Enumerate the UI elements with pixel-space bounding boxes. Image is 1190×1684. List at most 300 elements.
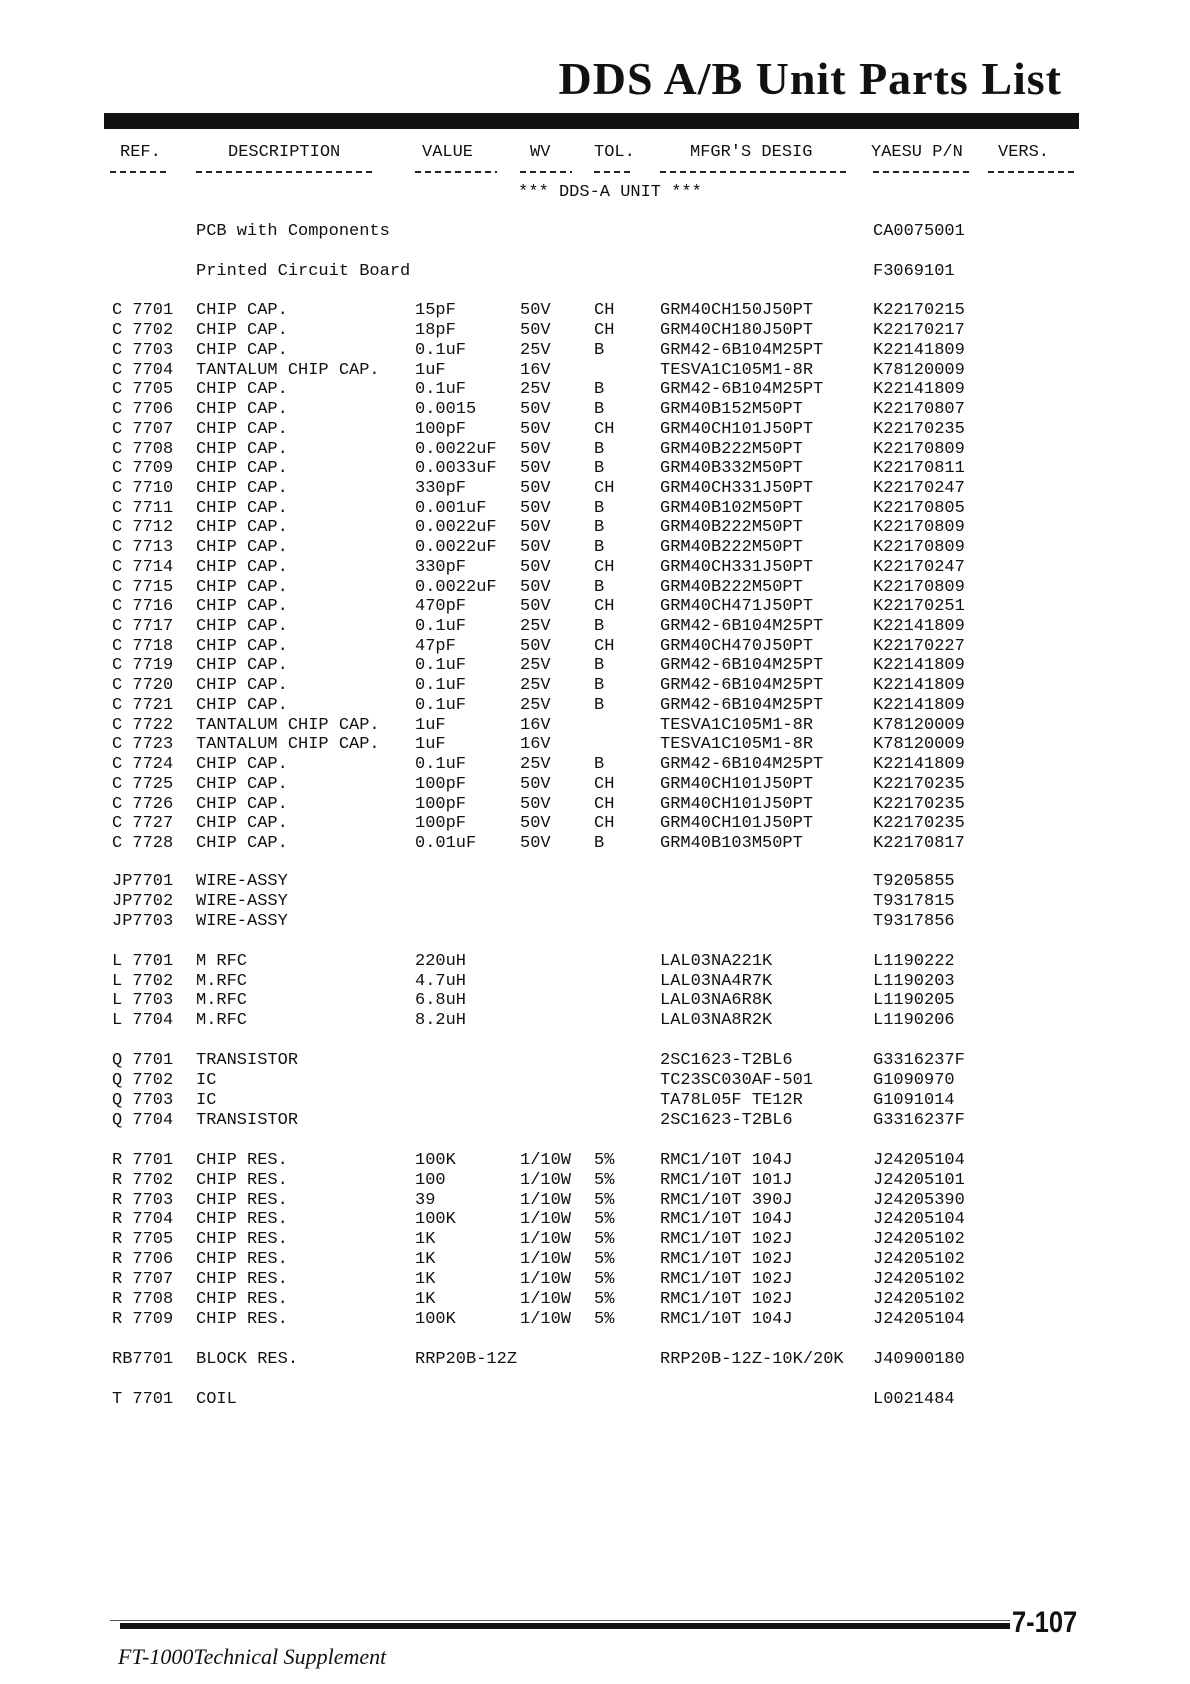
wv-cell: 50V: [520, 637, 551, 656]
wv-cell: 16V: [520, 716, 551, 735]
tol-cell: B: [594, 676, 605, 695]
mfgr-desig-cell: GRM40CH150J50PT: [660, 301, 814, 320]
divider: [415, 171, 497, 173]
mfgr-desig-cell: GRM42-6B104M25PT: [660, 617, 824, 636]
table-row: [0, 499, 1190, 519]
value-cell: 1uF: [415, 361, 446, 380]
yaesu-pn-cell: T9317856: [873, 912, 955, 931]
mfgr-desig-cell: GRM42-6B104M25PT: [660, 696, 824, 715]
tol-cell: B: [594, 578, 605, 597]
description-cell: CHIP RES.: [196, 1171, 288, 1190]
mfgr-desig-cell: GRM42-6B104M25PT: [660, 656, 824, 675]
description-cell: CHIP CAP.: [196, 301, 288, 320]
footer-text: FT-1000Technical Supplement: [118, 1644, 387, 1669]
table-row: [0, 1230, 1190, 1250]
description-cell: CHIP CAP.: [196, 834, 288, 853]
tol-cell: 5%: [594, 1290, 615, 1309]
mfgr-desig-cell: LAL03NA8R2K: [660, 1011, 773, 1030]
wv-cell: 50V: [520, 321, 551, 340]
ref-cell: R 7701: [112, 1151, 174, 1170]
value-cell: 0.1uF: [415, 656, 467, 675]
yaesu-pn-cell: J24205102: [873, 1230, 965, 1249]
value-cell: 47pF: [415, 637, 456, 656]
ref-cell: R 7702: [112, 1171, 174, 1190]
description-cell: WIRE-ASSY: [196, 872, 288, 891]
ref-cell: JP7701: [112, 872, 174, 891]
wv-cell: 1/10W: [520, 1270, 572, 1289]
description-cell: M RFC: [196, 952, 248, 971]
yaesu-pn-cell: T9205855: [873, 872, 955, 891]
description-cell: CHIP CAP.: [196, 499, 288, 518]
mfgr-desig-cell: 2SC1623-T2BL6: [660, 1111, 793, 1130]
tol-cell: 5%: [594, 1210, 615, 1229]
wv-cell: 1/10W: [520, 1290, 572, 1309]
table-row: [0, 400, 1190, 420]
mfgr-desig-cell: GRM40CH331J50PT: [660, 558, 814, 577]
ref-cell: L 7704: [112, 1011, 174, 1030]
wv-cell: 25V: [520, 656, 551, 675]
tol-cell: B: [594, 380, 605, 399]
value-cell: 15pF: [415, 301, 456, 320]
table-row: [0, 321, 1190, 341]
ref-cell: C 7707: [112, 420, 174, 439]
tol-cell: B: [594, 755, 605, 774]
table-row: [0, 972, 1190, 992]
value-cell: 0.001uF: [415, 499, 487, 518]
divider: [520, 171, 572, 173]
mfgr-desig-cell: TESVA1C105M1-8R: [660, 716, 814, 735]
yaesu-pn-cell: L1190206: [873, 1011, 955, 1030]
wv-cell: 1/10W: [520, 1250, 572, 1269]
value-cell: 100K: [415, 1310, 456, 1329]
table-row: [0, 1350, 1190, 1370]
tol-cell: 5%: [594, 1250, 615, 1269]
tol-cell: B: [594, 440, 605, 459]
yaesu-pn-cell: J24205104: [873, 1210, 965, 1229]
table-row: [0, 440, 1190, 460]
table-row: [0, 656, 1190, 676]
mfgr-desig-cell: GRM40CH101J50PT: [660, 420, 814, 439]
ref-cell: C 7709: [112, 459, 174, 478]
ref-cell: T 7701: [112, 1390, 174, 1409]
table-row: [0, 538, 1190, 558]
value-cell: 0.0022uF: [415, 578, 497, 597]
description-cell: WIRE-ASSY: [196, 892, 288, 911]
yaesu-pn-cell: K78120009: [873, 735, 965, 754]
table-row: [0, 755, 1190, 775]
section-title: *** DDS-A UNIT ***: [518, 183, 702, 202]
mfgr-desig-cell: GRM40B222M50PT: [660, 538, 803, 557]
ref-cell: C 7702: [112, 321, 174, 340]
description-cell: CHIP CAP.: [196, 518, 288, 537]
wv-cell: 50V: [520, 795, 551, 814]
mfgr-desig-cell: RRP20B-12Z-10K/20K: [660, 1350, 844, 1369]
value-cell: 0.0015: [415, 400, 477, 419]
yaesu-pn-cell: K22170235: [873, 795, 965, 814]
table-row: [0, 1191, 1190, 1211]
divider: [110, 1620, 1010, 1621]
tol-cell: CH: [594, 321, 615, 340]
header-underline: [0, 162, 1190, 182]
value-cell: 1uF: [415, 735, 446, 754]
description-cell: CHIP CAP.: [196, 795, 288, 814]
yaesu-pn-cell: K22170227: [873, 637, 965, 656]
table-row: [0, 597, 1190, 617]
description-cell: TRANSISTOR: [196, 1111, 299, 1130]
description-cell: PCB with Components: [196, 222, 390, 241]
mfgr-desig-cell: GRM40B332M50PT: [660, 459, 803, 478]
page-number: 7-107: [1012, 1606, 1078, 1639]
ref-cell: R 7703: [112, 1191, 174, 1210]
wv-cell: 1/10W: [520, 1230, 572, 1249]
bottom-rule: [120, 1623, 1010, 1629]
ref-cell: C 7728: [112, 834, 174, 853]
yaesu-pn-cell: L1190203: [873, 972, 955, 991]
ref-cell: C 7710: [112, 479, 174, 498]
yaesu-pn-cell: G1091014: [873, 1091, 955, 1110]
ref-cell: C 7719: [112, 656, 174, 675]
yaesu-pn-cell: J24205104: [873, 1310, 965, 1329]
value-cell: 470pF: [415, 597, 467, 616]
value-cell: 100K: [415, 1210, 456, 1229]
wv-cell: 1/10W: [520, 1310, 572, 1329]
yaesu-pn-cell: K22170247: [873, 479, 965, 498]
tol-cell: 5%: [594, 1191, 615, 1210]
ref-cell: C 7704: [112, 361, 174, 380]
description-cell: CHIP CAP.: [196, 656, 288, 675]
yaesu-pn-cell: K22170809: [873, 538, 965, 557]
yaesu-pn-cell: K22170217: [873, 321, 965, 340]
table-row: [0, 991, 1190, 1011]
description-cell: CHIP CAP.: [196, 814, 288, 833]
wv-cell: 25V: [520, 617, 551, 636]
table-row: [0, 952, 1190, 972]
table-row: [0, 775, 1190, 795]
ref-cell: C 7723: [112, 735, 174, 754]
wv-cell: 16V: [520, 361, 551, 380]
table-row: [0, 716, 1190, 736]
ref-cell: L 7701: [112, 952, 174, 971]
ref-cell: C 7706: [112, 400, 174, 419]
mfgr-desig-cell: GRM40CH470J50PT: [660, 637, 814, 656]
value-cell: 1K: [415, 1230, 436, 1249]
wv-cell: 1/10W: [520, 1151, 572, 1170]
mfgr-desig-cell: GRM40B222M50PT: [660, 518, 803, 537]
value-cell: 39: [415, 1191, 436, 1210]
yaesu-pn-cell: K22170805: [873, 499, 965, 518]
page-title: DDS A/B Unit Parts List: [558, 53, 1062, 104]
header-value: VALUE: [422, 143, 474, 162]
description-cell: IC: [196, 1071, 217, 1090]
value-cell: 0.1uF: [415, 617, 467, 636]
header-tol: TOL.: [594, 143, 635, 162]
top-rule: [104, 113, 1079, 129]
header-ref: REF.: [120, 143, 161, 162]
mfgr-desig-cell: RMC1/10T 101J: [660, 1171, 793, 1190]
table-row: [0, 696, 1190, 716]
description-cell: CHIP CAP.: [196, 755, 288, 774]
ref-cell: RB7701: [112, 1350, 174, 1369]
table-row: [0, 361, 1190, 381]
description-cell: CHIP CAP.: [196, 459, 288, 478]
tol-cell: CH: [594, 637, 615, 656]
wv-cell: 1/10W: [520, 1210, 572, 1229]
description-cell: CHIP RES.: [196, 1290, 288, 1309]
mfgr-desig-cell: GRM40CH101J50PT: [660, 775, 814, 794]
yaesu-pn-cell: K78120009: [873, 716, 965, 735]
description-cell: CHIP RES.: [196, 1210, 288, 1229]
yaesu-pn-cell: K78120009: [873, 361, 965, 380]
ref-cell: C 7727: [112, 814, 174, 833]
divider: [660, 171, 846, 173]
description-cell: M.RFC: [196, 991, 248, 1010]
description-cell: CHIP CAP.: [196, 380, 288, 399]
description-cell: CHIP CAP.: [196, 578, 288, 597]
value-cell: 100K: [415, 1151, 456, 1170]
yaesu-pn-cell: L0021484: [873, 1390, 955, 1409]
table-row: [0, 380, 1190, 400]
tol-cell: B: [594, 538, 605, 557]
ref-cell: C 7720: [112, 676, 174, 695]
table-row: [0, 518, 1190, 538]
description-cell: CHIP CAP.: [196, 617, 288, 636]
tol-cell: CH: [594, 420, 615, 439]
mfgr-desig-cell: RMC1/10T 102J: [660, 1250, 793, 1269]
tol-cell: 5%: [594, 1171, 615, 1190]
yaesu-pn-cell: K22141809: [873, 696, 965, 715]
description-cell: CHIP RES.: [196, 1230, 288, 1249]
ref-cell: C 7711: [112, 499, 174, 518]
table-row: [0, 814, 1190, 834]
mfgr-desig-cell: GRM42-6B104M25PT: [660, 676, 824, 695]
yaesu-pn-cell: K22141809: [873, 341, 965, 360]
wv-cell: 50V: [520, 597, 551, 616]
wv-cell: 50V: [520, 814, 551, 833]
table-row: [0, 637, 1190, 657]
tol-cell: B: [594, 617, 605, 636]
description-cell: CHIP CAP.: [196, 637, 288, 656]
description-cell: CHIP RES.: [196, 1270, 288, 1289]
mfgr-desig-cell: GRM42-6B104M25PT: [660, 380, 824, 399]
mfgr-desig-cell: GRM42-6B104M25PT: [660, 755, 824, 774]
yaesu-pn-cell: K22170235: [873, 814, 965, 833]
yaesu-pn-cell: K22170235: [873, 420, 965, 439]
mfgr-desig-cell: GRM40B152M50PT: [660, 400, 803, 419]
value-cell: 1K: [415, 1290, 436, 1309]
value-cell: 0.1uF: [415, 676, 467, 695]
description-cell: CHIP CAP.: [196, 538, 288, 557]
ref-cell: C 7717: [112, 617, 174, 636]
value-cell: 0.0022uF: [415, 538, 497, 557]
description-cell: TRANSISTOR: [196, 1051, 299, 1070]
ref-cell: Q 7701: [112, 1051, 174, 1070]
description-cell: TANTALUM CHIP CAP.: [196, 716, 380, 735]
mfgr-desig-cell: GRM40B103M50PT: [660, 834, 803, 853]
yaesu-pn-cell: K22170247: [873, 558, 965, 577]
ref-cell: Q 7702: [112, 1071, 174, 1090]
yaesu-pn-cell: K22170807: [873, 400, 965, 419]
description-cell: IC: [196, 1091, 217, 1110]
wv-cell: 50V: [520, 775, 551, 794]
tol-cell: 5%: [594, 1151, 615, 1170]
table-row: [0, 341, 1190, 361]
table-row: [0, 301, 1190, 321]
mfgr-desig-cell: GRM40B222M50PT: [660, 578, 803, 597]
wv-cell: 25V: [520, 341, 551, 360]
ref-cell: C 7708: [112, 440, 174, 459]
yaesu-pn-cell: G3316237F: [873, 1051, 965, 1070]
table-row: [0, 676, 1190, 696]
ref-cell: R 7708: [112, 1290, 174, 1309]
ref-cell: C 7722: [112, 716, 174, 735]
table-row: [0, 834, 1190, 854]
yaesu-pn-cell: K22170809: [873, 518, 965, 537]
table-row: [0, 1270, 1190, 1290]
tol-cell: 5%: [594, 1270, 615, 1289]
tol-cell: B: [594, 400, 605, 419]
yaesu-pn-cell: K22170215: [873, 301, 965, 320]
value-cell: 0.1uF: [415, 696, 467, 715]
yaesu-pn-cell: L1190205: [873, 991, 955, 1010]
yaesu-pn-cell: K22170251: [873, 597, 965, 616]
mfgr-desig-cell: LAL03NA221K: [660, 952, 773, 971]
wv-cell: 50V: [520, 558, 551, 577]
mfgr-desig-cell: GRM40CH101J50PT: [660, 795, 814, 814]
wv-cell: 1/10W: [520, 1191, 572, 1210]
yaesu-pn-cell: J24205390: [873, 1191, 965, 1210]
mfgr-desig-cell: RMC1/10T 102J: [660, 1290, 793, 1309]
yaesu-pn-cell: K22170817: [873, 834, 965, 853]
yaesu-pn-cell: CA0075001: [873, 222, 965, 241]
ref-cell: JP7703: [112, 912, 174, 931]
value-cell: 0.0022uF: [415, 440, 497, 459]
tol-cell: B: [594, 499, 605, 518]
wv-cell: 25V: [520, 696, 551, 715]
ref-cell: L 7703: [112, 991, 174, 1010]
header-wv: WV: [530, 143, 551, 162]
table-row: [0, 459, 1190, 479]
value-cell: 100pF: [415, 814, 467, 833]
ref-cell: L 7702: [112, 972, 174, 991]
mfgr-desig-cell: RMC1/10T 104J: [660, 1310, 793, 1329]
yaesu-pn-cell: L1190222: [873, 952, 955, 971]
mfgr-desig-cell: GRM42-6B104M25PT: [660, 341, 824, 360]
yaesu-pn-cell: J24205102: [873, 1270, 965, 1289]
yaesu-pn-cell: J40900180: [873, 1350, 965, 1369]
table-row: [0, 892, 1190, 912]
value-cell: 0.0033uF: [415, 459, 497, 478]
mfgr-desig-cell: LAL03NA4R7K: [660, 972, 773, 991]
description-cell: CHIP CAP.: [196, 479, 288, 498]
value-cell: RRP20B-12Z: [415, 1350, 518, 1369]
tol-cell: B: [594, 696, 605, 715]
ref-cell: Q 7704: [112, 1111, 174, 1130]
description-cell: CHIP CAP.: [196, 321, 288, 340]
ref-cell: C 7715: [112, 578, 174, 597]
description-cell: CHIP CAP.: [196, 341, 288, 360]
wv-cell: 50V: [520, 538, 551, 557]
wv-cell: 50V: [520, 301, 551, 320]
yaesu-pn-cell: K22141809: [873, 656, 965, 675]
divider: [594, 171, 634, 173]
mfgr-desig-cell: RMC1/10T 104J: [660, 1151, 793, 1170]
table-row: [0, 872, 1190, 892]
yaesu-pn-cell: J24205104: [873, 1151, 965, 1170]
table-row: [0, 1111, 1190, 1131]
divider: [110, 171, 166, 173]
mfgr-desig-cell: GRM40CH180J50PT: [660, 321, 814, 340]
tol-cell: B: [594, 518, 605, 537]
mfgr-desig-cell: GRM40CH471J50PT: [660, 597, 814, 616]
table-row: [0, 1071, 1190, 1091]
ref-cell: C 7705: [112, 380, 174, 399]
yaesu-pn-cell: G3316237F: [873, 1111, 965, 1130]
value-cell: 100pF: [415, 795, 467, 814]
ref-cell: C 7726: [112, 795, 174, 814]
ref-cell: C 7712: [112, 518, 174, 537]
yaesu-pn-cell: J24205101: [873, 1171, 965, 1190]
mfgr-desig-cell: GRM40B102M50PT: [660, 499, 803, 518]
table-row: [0, 1051, 1190, 1071]
description-cell: CHIP CAP.: [196, 440, 288, 459]
ref-cell: Q 7703: [112, 1091, 174, 1110]
mfgr-desig-cell: GRM40B222M50PT: [660, 440, 803, 459]
description-cell: TANTALUM CHIP CAP.: [196, 735, 380, 754]
tol-cell: CH: [594, 479, 615, 498]
value-cell: 220uH: [415, 952, 467, 971]
divider: [988, 171, 1078, 173]
description-cell: COIL: [196, 1390, 237, 1409]
wv-cell: 50V: [520, 499, 551, 518]
value-cell: 100pF: [415, 775, 467, 794]
wv-cell: 25V: [520, 676, 551, 695]
description-cell: CHIP CAP.: [196, 400, 288, 419]
yaesu-pn-cell: K22170809: [873, 578, 965, 597]
description-cell: CHIP RES.: [196, 1151, 288, 1170]
wv-cell: 25V: [520, 755, 551, 774]
description-cell: CHIP RES.: [196, 1191, 288, 1210]
wv-cell: 50V: [520, 479, 551, 498]
wv-cell: 50V: [520, 420, 551, 439]
tol-cell: CH: [594, 775, 615, 794]
value-cell: 4.7uH: [415, 972, 467, 991]
description-cell: CHIP CAP.: [196, 420, 288, 439]
table-row: [0, 578, 1190, 598]
mfgr-desig-cell: RMC1/10T 390J: [660, 1191, 793, 1210]
tol-cell: CH: [594, 795, 615, 814]
description-cell: WIRE-ASSY: [196, 912, 288, 931]
ref-cell: C 7701: [112, 301, 174, 320]
description-cell: M.RFC: [196, 1011, 248, 1030]
table-row: [0, 479, 1190, 499]
mfgr-desig-cell: TA78L05F TE12R: [660, 1091, 803, 1110]
mfgr-desig-cell: RMC1/10T 102J: [660, 1270, 793, 1289]
ref-cell: JP7702: [112, 892, 174, 911]
table-header: [0, 143, 1190, 163]
tol-cell: 5%: [594, 1230, 615, 1249]
table-row: [0, 795, 1190, 815]
yaesu-pn-cell: J24205102: [873, 1290, 965, 1309]
mfgr-desig-cell: 2SC1623-T2BL6: [660, 1051, 793, 1070]
ref-cell: R 7704: [112, 1210, 174, 1229]
wv-cell: 50V: [520, 440, 551, 459]
tol-cell: CH: [594, 814, 615, 833]
table-row: [0, 1151, 1190, 1171]
header-yaesu-pn: YAESU P/N: [871, 143, 963, 162]
table-row: [0, 1290, 1190, 1310]
divider: [196, 171, 376, 173]
description-cell: BLOCK RES.: [196, 1350, 299, 1369]
